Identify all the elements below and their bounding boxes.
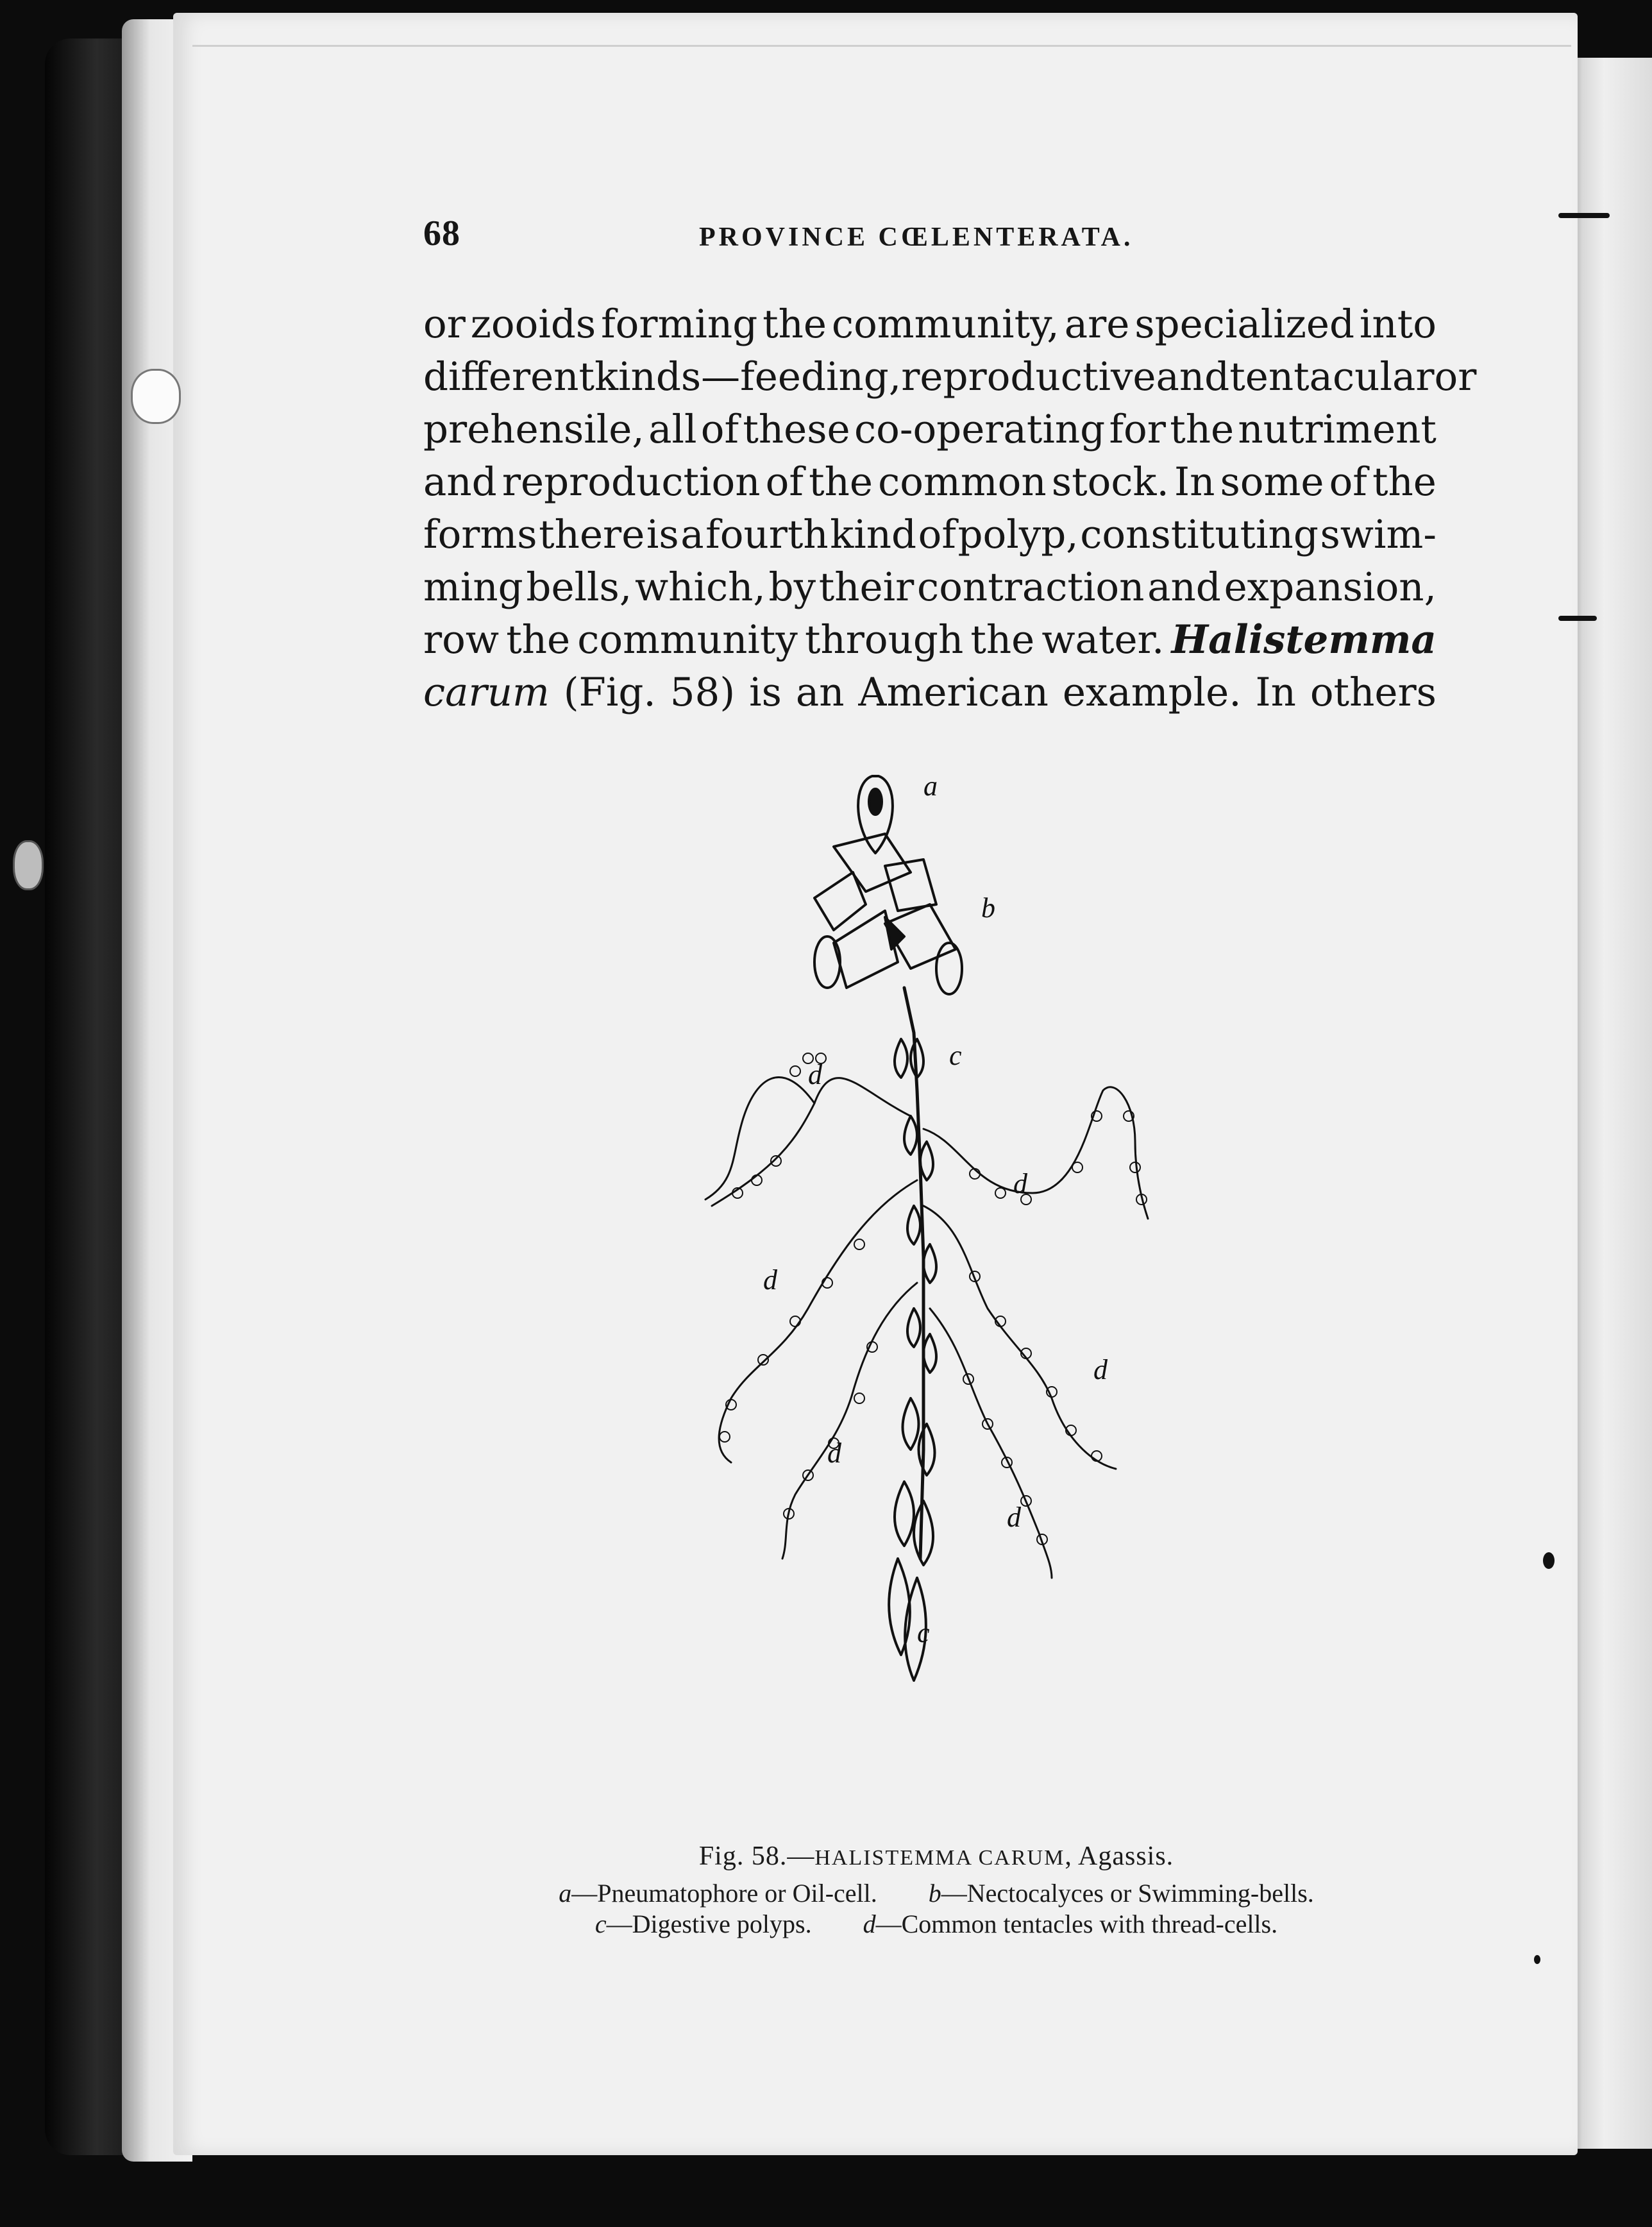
word: an — [795, 670, 845, 715]
word: the — [1372, 459, 1437, 505]
word: into — [1359, 301, 1437, 347]
label-d: d — [827, 1437, 841, 1469]
page-number: 68 — [423, 214, 460, 253]
paper-stain — [131, 369, 181, 424]
tentacles-drawing — [705, 1078, 1148, 1578]
species-name: carum — [423, 670, 550, 715]
word: or — [1434, 354, 1477, 400]
digestive-polyps-drawing — [889, 1039, 936, 1681]
word: forms — [423, 512, 537, 557]
label-d: d — [763, 1264, 777, 1296]
word: others — [1310, 670, 1437, 715]
word: American — [858, 670, 1049, 715]
word: is — [646, 512, 679, 557]
word: some — [1220, 459, 1324, 505]
label-a: a — [923, 770, 938, 802]
running-head: PROVINCE CŒLENTERATA. — [699, 223, 1134, 252]
word: swim- — [1320, 512, 1437, 557]
label-c: c — [949, 1040, 962, 1071]
word: community — [577, 617, 798, 663]
caption-legend-row — [398, 1909, 1475, 1940]
word: specialized — [1134, 301, 1355, 347]
word: co-operating — [854, 407, 1106, 452]
text-line — [423, 670, 1437, 722]
ink-spot — [1534, 1955, 1540, 1964]
label-d: d — [808, 1059, 822, 1090]
word: ming — [423, 564, 523, 610]
figure-caption — [398, 1841, 1475, 1940]
word: of — [918, 512, 956, 557]
paper-stain — [13, 840, 44, 890]
word: and — [1156, 354, 1230, 400]
word: and — [1147, 564, 1221, 610]
word: the — [809, 459, 873, 505]
caption-legend-row — [398, 1878, 1475, 1909]
word: prehensile, — [423, 407, 645, 452]
label-d: d — [1007, 1502, 1021, 1533]
word: contraction — [917, 564, 1145, 610]
word: row — [423, 617, 500, 663]
caption-species: HALISTEMMA CARUM — [814, 1846, 1065, 1870]
word: the — [1170, 407, 1235, 452]
word: the — [506, 617, 571, 663]
word: 58) — [670, 670, 736, 715]
word: of — [700, 407, 739, 452]
word: constituting — [1080, 512, 1319, 557]
word: water. — [1041, 617, 1165, 663]
word: different — [423, 354, 595, 400]
nectocalyces-drawing — [814, 834, 962, 994]
genus-name: Halistemma — [1171, 617, 1437, 663]
pneumatophore-drawing — [858, 776, 893, 853]
legend-item-b: b—Nectocalyces or Swimming-bells. — [928, 1879, 1314, 1908]
label-d: d — [1093, 1354, 1108, 1385]
word: of — [1329, 459, 1367, 505]
word: by — [768, 564, 816, 610]
word: there — [539, 512, 645, 557]
caption-title — [398, 1841, 1475, 1872]
word: forming — [601, 301, 758, 347]
caption-author: , Agassis. — [1065, 1842, 1174, 1871]
word: polyp, — [957, 512, 1079, 557]
word: which, — [634, 564, 766, 610]
text-line — [423, 459, 1437, 512]
page-header — [423, 213, 1437, 271]
ink-spot — [1543, 1552, 1555, 1569]
word: for — [1109, 407, 1166, 452]
word: In — [1255, 670, 1296, 715]
legend-item-d: d—Common tentacles with thread-cells. — [863, 1909, 1278, 1938]
word: of — [765, 459, 804, 505]
word: through — [804, 617, 964, 663]
word: stock. — [1051, 459, 1169, 505]
word: bells, — [526, 564, 632, 610]
word: community, — [831, 301, 1059, 347]
page-tab-mark — [1558, 213, 1610, 218]
word: the — [970, 617, 1035, 663]
facing-page-edge — [1565, 58, 1652, 2149]
word: common — [878, 459, 1047, 505]
text-line — [423, 354, 1477, 407]
label-c: c — [917, 1617, 930, 1648]
word: reproduction — [501, 459, 761, 505]
label-b: b — [981, 892, 995, 924]
word: kinds—feeding, — [594, 354, 902, 400]
siphonophore-drawing — [693, 757, 1193, 1822]
word: fourth — [705, 512, 829, 557]
word: a — [680, 512, 704, 557]
body-text — [423, 301, 1477, 722]
word: reproductive — [901, 354, 1156, 400]
text-line — [423, 512, 1437, 564]
word: these — [743, 407, 850, 452]
word: expansion, — [1224, 564, 1437, 610]
figure-58-illustration — [693, 757, 1193, 1822]
word: their — [818, 564, 914, 610]
word: all — [648, 407, 697, 452]
thread-cells-drawing — [720, 1053, 1147, 1545]
text-line — [423, 407, 1437, 459]
text-line — [423, 564, 1437, 617]
text-line — [423, 301, 1437, 354]
word: example. — [1062, 670, 1242, 715]
word: the — [763, 301, 827, 347]
caption-fig-number: Fig. 58.— — [698, 1842, 815, 1871]
word: nutriment — [1238, 407, 1437, 452]
text-line — [423, 617, 1437, 670]
word: or — [423, 301, 466, 347]
word: kind — [830, 512, 917, 557]
word: (Fig. — [563, 670, 656, 715]
word: tentacular — [1229, 354, 1435, 400]
label-d: d — [1013, 1168, 1027, 1199]
word: and — [423, 459, 497, 505]
word: zooids — [470, 301, 596, 347]
page-top-edge — [192, 45, 1571, 47]
word: In — [1174, 459, 1215, 505]
page-tab-mark — [1558, 616, 1597, 621]
legend-item-c: c—Digestive polyps. — [594, 1909, 812, 1938]
word: is — [749, 670, 782, 715]
word: are — [1064, 301, 1130, 347]
legend-item-a: a—Pneumatophore or Oil-cell. — [559, 1879, 877, 1908]
